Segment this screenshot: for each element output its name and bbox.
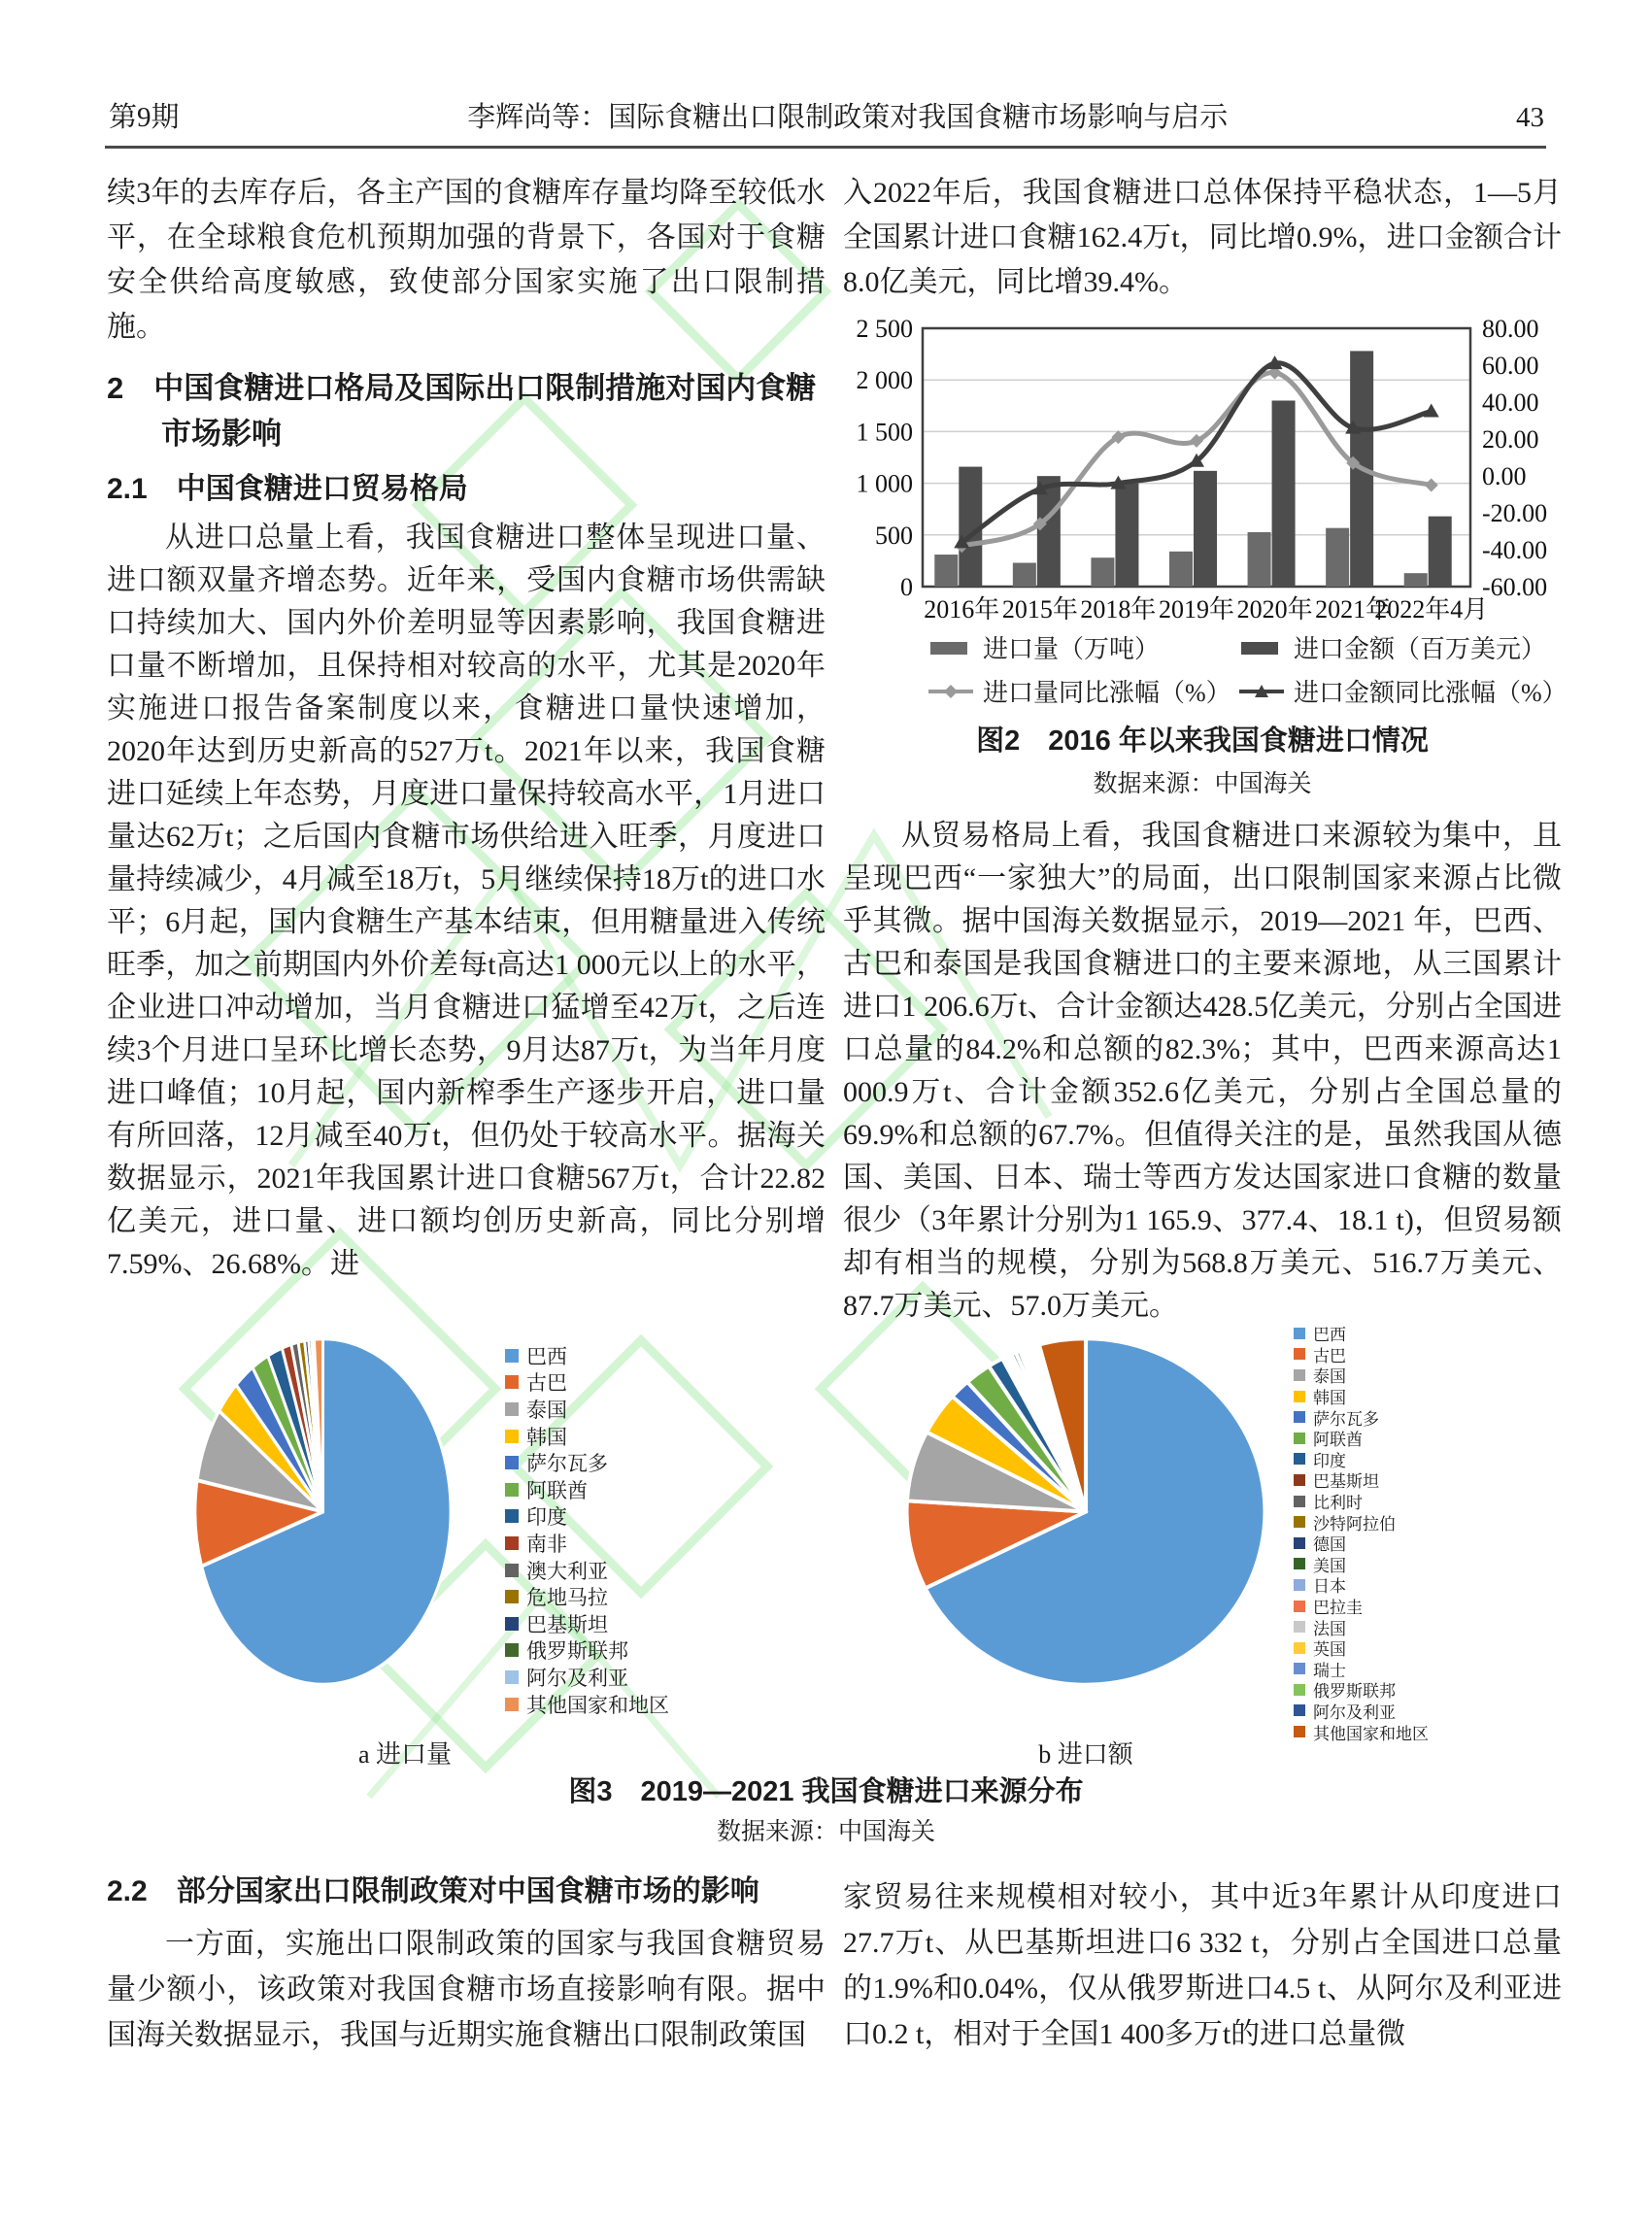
legend-color-swatch-icon [1294, 1579, 1305, 1591]
pie-legend-label: 俄罗斯联邦 [526, 1639, 628, 1664]
legend-color-swatch-icon [1294, 1391, 1305, 1402]
legend-color-swatch-icon [505, 1590, 519, 1603]
paragraph: 从进口总量上看，我国食糖进口整体呈现进口量、进口额双量齐增态势。近年来，受国内食糖市场供需缺口持续加大、国内外价差明显等因素影响，我国食糖进口量不断增加，且保持相对较高的水平，尤其是2020年实施进口报告备案制度以来，食糖进口量快速增加，2020年达到历史新高的527万t。2021年以来，我国食糖进口延续上年态势，月度进口量保持较高水平，1月进口量达62万t；之后国内食糖市场供给进入旺季，月度进口量持续减少，4月减至18万t，5月继续保持18万t的进口水平；6月起，国内食糖生产基本结束，但用糖量进入传统旺季，加之前期国内外价差每t高达1 000元以上的水平，企业进口冲动增加，当月食糖进口猛增至42万t，之后连续3个月进口呈环比增长态势，9月达87万t，为当年月度进口峰值；10月起，国内新榨季生产逐步开启，进口量有所回落，12月减至40万t，但仍处于较高水平。据海关数据显示，2021年我国累计进口食糖567万t，合计22.82亿美元，进口量、进口额均创历史新高，同比分别增7.59%、26.68%。进 [107, 522, 826, 1280]
legend-color-swatch-icon [1294, 1433, 1305, 1444]
figure3-caption: 图3 2019—2021 我国食糖进口来源分布 [568, 1776, 1084, 1807]
legend-color-swatch-icon [1294, 1453, 1305, 1465]
figure3a-pie-chart [191, 1333, 455, 1690]
figure2-combo-chart [843, 319, 1562, 624]
pie-legend-item [1294, 1386, 1429, 1407]
pie-legend-label: 韩国 [1313, 1389, 1346, 1408]
legend-color-swatch-icon [505, 1617, 519, 1631]
pie-legend-label: 巴基斯坦 [526, 1612, 608, 1636]
fig2-legend-label: 进口金额（百万美元） [1294, 635, 1547, 663]
pie-legend-label: 其他国家和地区 [526, 1693, 669, 1717]
pie-legend-item [1294, 1574, 1429, 1596]
pie-legend-item [505, 1342, 669, 1369]
bottom-left-column [107, 1872, 826, 2058]
pie-legend-item [1294, 1596, 1429, 1617]
figure2-source: 数据来源：中国海关 [1093, 771, 1312, 797]
pie-legend-label: 巴西 [1313, 1326, 1346, 1345]
pie-legend-item [505, 1610, 669, 1637]
section-heading-2-1: 2.1 中国食糖进口贸易格局 [107, 473, 468, 505]
figure3b-caption: b 进口额 [1038, 1740, 1133, 1769]
svg-text:0: 0 [900, 573, 913, 601]
pie-legend-item [505, 1423, 669, 1450]
page-header [109, 95, 1544, 135]
legend-color-swatch-icon [1294, 1704, 1305, 1716]
section-heading-2-2: 2.2 部分国家出口限制政策对中国食糖市场的影响 [107, 1875, 759, 1907]
svg-text:2018年: 2018年 [1080, 595, 1157, 624]
legend-color-swatch-icon [1294, 1369, 1305, 1381]
pie-legend-item [1294, 1511, 1429, 1533]
svg-text:2019年: 2019年 [1158, 595, 1235, 624]
pie-legend-item [505, 1476, 669, 1503]
pie-legend-label: 南非 [526, 1532, 567, 1556]
pie-legend-label: 阿尔及利亚 [526, 1666, 628, 1690]
section-heading-2: 2 中国食糖进口格局及国际出口限制措施对国内食糖市场影响 [107, 371, 817, 451]
figure2-caption: 图2 2016 年以来我国食糖进口情况 [976, 725, 1429, 757]
legend-color-swatch-icon [505, 1670, 519, 1684]
paragraph: 一方面，实施出口限制政策的国家与我国食糖贸易量少额小，该政策对我国食糖市场直接影响有限。据中国海关数据显示，我国与近期实施食糖出口限制政策国 [107, 1928, 826, 2051]
legend-color-swatch-icon [1294, 1411, 1305, 1423]
figure3b-pie-chart [901, 1333, 1270, 1690]
fig2-legend-item [928, 673, 1239, 709]
left-column [107, 171, 826, 1286]
svg-text:20.00: 20.00 [1482, 425, 1539, 454]
legend-color-swatch-icon [1294, 1601, 1305, 1612]
pie-legend-item [1294, 1721, 1429, 1742]
pie-legend-label: 萨尔瓦多 [1313, 1409, 1379, 1429]
pie-legend-label: 沙特阿拉伯 [1313, 1514, 1396, 1534]
svg-text:2 000: 2 000 [856, 366, 913, 395]
fig2-legend-item [1239, 629, 1628, 665]
pie-legend-label: 古巴 [1313, 1346, 1346, 1365]
svg-text:80.00: 80.00 [1482, 319, 1539, 343]
paragraph: 从贸易格局上看，我国食糖进口来源较为集中，且呈现巴西“一家独大”的局面，出口限制国家来源占比微乎其微。据中国海关数据显示，2019—2021 年，巴西、古巴和泰国是我国食糖进口的主要来源地，从三国累计进口1 206.6万t、合计金额达428.5亿美元，分别占全国进口总量的84.2%和总额的82.3%；其中，巴西来源高达1 000.9万t、合计金额352.6亿美元，分别占全国总量的69.9%和总额的67.7%。但值得关注的是，虽然我国从德国、美国、日本、瑞士等西方发达国家进口食糖的数量很少（3年累计分别为1 165.9、377.4、18.1 t)，但贸易额却有相当的规模，分别为568.8万美元、516.7万美元、87.7万美元、57.0万美元。 [843, 820, 1562, 1322]
legend-color-swatch-icon [1294, 1474, 1305, 1486]
svg-text:-40.00: -40.00 [1482, 536, 1548, 564]
bar-swatch-icon [928, 639, 973, 657]
legend-color-swatch-icon [505, 1349, 519, 1363]
legend-color-swatch-icon [1294, 1558, 1305, 1569]
svg-text:2020年: 2020年 [1236, 595, 1313, 624]
pie-legend-label: 韩国 [526, 1425, 567, 1449]
pie-legend-item [1294, 1406, 1429, 1428]
svg-text:-20.00: -20.00 [1482, 499, 1548, 527]
running-title: 李辉尚等：国际食糖出口限制政策对我国食糖市场影响与启示 [467, 102, 1229, 133]
figure3a-legend [505, 1342, 669, 1717]
legend-color-swatch-icon [1294, 1348, 1305, 1360]
pie-legend-item [1294, 1428, 1429, 1449]
pie-legend-label: 古巴 [526, 1371, 567, 1396]
legend-color-swatch-icon [1294, 1516, 1305, 1528]
svg-text:1 000: 1 000 [856, 469, 913, 498]
pie-legend-label: 澳大利亚 [526, 1559, 608, 1583]
pie-legend-label: 印度 [1313, 1451, 1346, 1470]
legend-color-swatch-icon [1294, 1621, 1305, 1633]
pie-legend-item [505, 1530, 669, 1557]
pie-legend-label: 阿联酋 [1313, 1431, 1363, 1450]
legend-color-swatch-icon [505, 1430, 519, 1443]
pie-legend-item [1294, 1323, 1429, 1344]
legend-color-swatch-icon [1294, 1684, 1305, 1696]
legend-color-swatch-icon [1294, 1726, 1305, 1737]
pie-legend-item [1294, 1701, 1429, 1722]
legend-color-swatch-icon [1294, 1642, 1305, 1654]
pie-legend-item [1294, 1449, 1429, 1470]
pie-legend-label: 萨尔瓦多 [526, 1452, 608, 1476]
pie-legend-item [505, 1449, 669, 1476]
pie-legend-label: 英国 [1313, 1640, 1346, 1660]
figure3a-caption: a 进口量 [357, 1740, 453, 1769]
svg-text:60.00: 60.00 [1482, 352, 1539, 380]
pie-legend-item [1294, 1533, 1429, 1554]
legend-color-swatch-icon [1294, 1496, 1305, 1507]
pie-legend-item [505, 1369, 669, 1397]
pie-legend-label: 阿联酋 [526, 1478, 588, 1502]
fig2-legend-item [928, 629, 1239, 665]
pie-legend-label: 阿尔及利亚 [1313, 1702, 1396, 1722]
pie-legend-item [505, 1691, 669, 1718]
pie-legend-item [1294, 1344, 1429, 1365]
pie-legend-label: 泰国 [1313, 1367, 1346, 1387]
svg-text:2022年4月: 2022年4月 [1374, 595, 1489, 624]
pie-legend-item [1294, 1469, 1429, 1491]
svg-text:2 500: 2 500 [856, 319, 913, 343]
pie-legend-label: 巴基斯坦 [1313, 1472, 1379, 1492]
fig2-legend-label: 进口金额同比涨幅（%） [1294, 679, 1568, 707]
pie-legend-item [1294, 1554, 1429, 1575]
fig2-legend-label: 进口量同比涨幅（%） [983, 679, 1231, 707]
pie-legend-item [505, 1637, 669, 1665]
bar-swatch-icon [1239, 639, 1284, 657]
svg-text:2021年: 2021年 [1315, 595, 1392, 624]
pie-legend-item [1294, 1679, 1429, 1701]
pie-legend-label: 德国 [1313, 1535, 1346, 1555]
paragraph: 家贸易往来规模相对较小，其中近3年累计从印度进口27.7万t、从巴基斯坦进口6 332 t，分别占全国进口总量的1.9%和0.04%，仅从俄罗斯进口4.5 t、从阿尔及利亚进口0.2 t，相对于全国1 400多万t的进口总量微 [843, 1881, 1562, 2050]
line-swatch-icon [1239, 683, 1284, 700]
pie-legend-label: 比利时 [1313, 1494, 1363, 1513]
fig2-legend-label: 进口量（万吨） [983, 635, 1161, 663]
bottom-right-column [843, 1874, 1562, 2057]
pie-legend-item [1294, 1491, 1429, 1512]
pie-legend-label: 法国 [1313, 1619, 1346, 1638]
svg-text:-60.00: -60.00 [1482, 573, 1548, 601]
pie-legend-item [505, 1583, 669, 1610]
pie-legend-label: 危地马拉 [526, 1586, 608, 1610]
svg-text:2016年: 2016年 [924, 595, 1000, 624]
svg-text:500: 500 [875, 521, 913, 550]
legend-color-swatch-icon [505, 1483, 519, 1497]
pie-legend-item [1294, 1365, 1429, 1386]
pie-legend-item [1294, 1659, 1429, 1680]
pie-legend-item [505, 1557, 669, 1584]
legend-color-swatch-icon [505, 1564, 519, 1577]
legend-color-swatch-icon [505, 1402, 519, 1416]
pie-legend-item [1294, 1616, 1429, 1637]
legend-color-swatch-icon [505, 1375, 519, 1389]
line-swatch-icon [928, 683, 973, 700]
fig2-legend-item [1239, 673, 1628, 709]
right-column [843, 171, 1568, 1328]
svg-text:2015年: 2015年 [1001, 595, 1078, 624]
pie-legend-label: 泰国 [526, 1398, 567, 1422]
legend-color-swatch-icon [505, 1536, 519, 1550]
figure3-source: 数据来源：中国海关 [716, 1819, 935, 1845]
pie-legend-label: 巴拉圭 [1313, 1599, 1363, 1618]
paragraph: 续3年的去库存后，各主产国的食糖库存量均降至较低水平，在全球粮食危机预期加强的背景下，各国对于食糖安全供给高度敏感，致使部分国家实施了出口限制措施。 [107, 177, 826, 343]
journal-issue: 第9期 [109, 102, 180, 133]
legend-color-swatch-icon [1294, 1663, 1305, 1674]
pie-legend-item [1294, 1637, 1429, 1659]
pie-legend-label: 巴西 [526, 1344, 567, 1368]
legend-color-swatch-icon [505, 1698, 519, 1711]
header-rule [105, 146, 1546, 149]
pie-legend-item [505, 1503, 669, 1531]
pie-legend-label: 日本 [1313, 1577, 1346, 1597]
legend-color-swatch-icon [505, 1509, 519, 1523]
figure2-legend [843, 629, 1568, 709]
pie-legend-label: 俄罗斯联邦 [1313, 1682, 1396, 1702]
legend-color-swatch-icon [1294, 1328, 1305, 1339]
legend-color-swatch-icon [505, 1643, 519, 1657]
pie-legend-item [505, 1396, 669, 1423]
page-number: 43 [1516, 102, 1544, 133]
paragraph: 入2022年后，我国食糖进口总体保持平稳状态，1—5月全国累计进口食糖162.4万t，同比增0.9%，进口金额合计8.0亿美元，同比增39.4%。 [843, 177, 1562, 298]
pie-legend-label: 印度 [526, 1505, 567, 1530]
svg-text:0.00: 0.00 [1482, 462, 1527, 490]
pie-legend-item [505, 1664, 669, 1691]
pie-legend-label: 美国 [1313, 1556, 1346, 1575]
figure3b-legend [1294, 1323, 1429, 1742]
legend-color-swatch-icon [505, 1456, 519, 1469]
svg-text:1 500: 1 500 [856, 418, 913, 447]
svg-text:40.00: 40.00 [1482, 388, 1539, 417]
pie-legend-label: 其他国家和地区 [1313, 1724, 1429, 1743]
pie-legend-label: 瑞士 [1313, 1661, 1346, 1680]
legend-color-swatch-icon [1294, 1537, 1305, 1549]
